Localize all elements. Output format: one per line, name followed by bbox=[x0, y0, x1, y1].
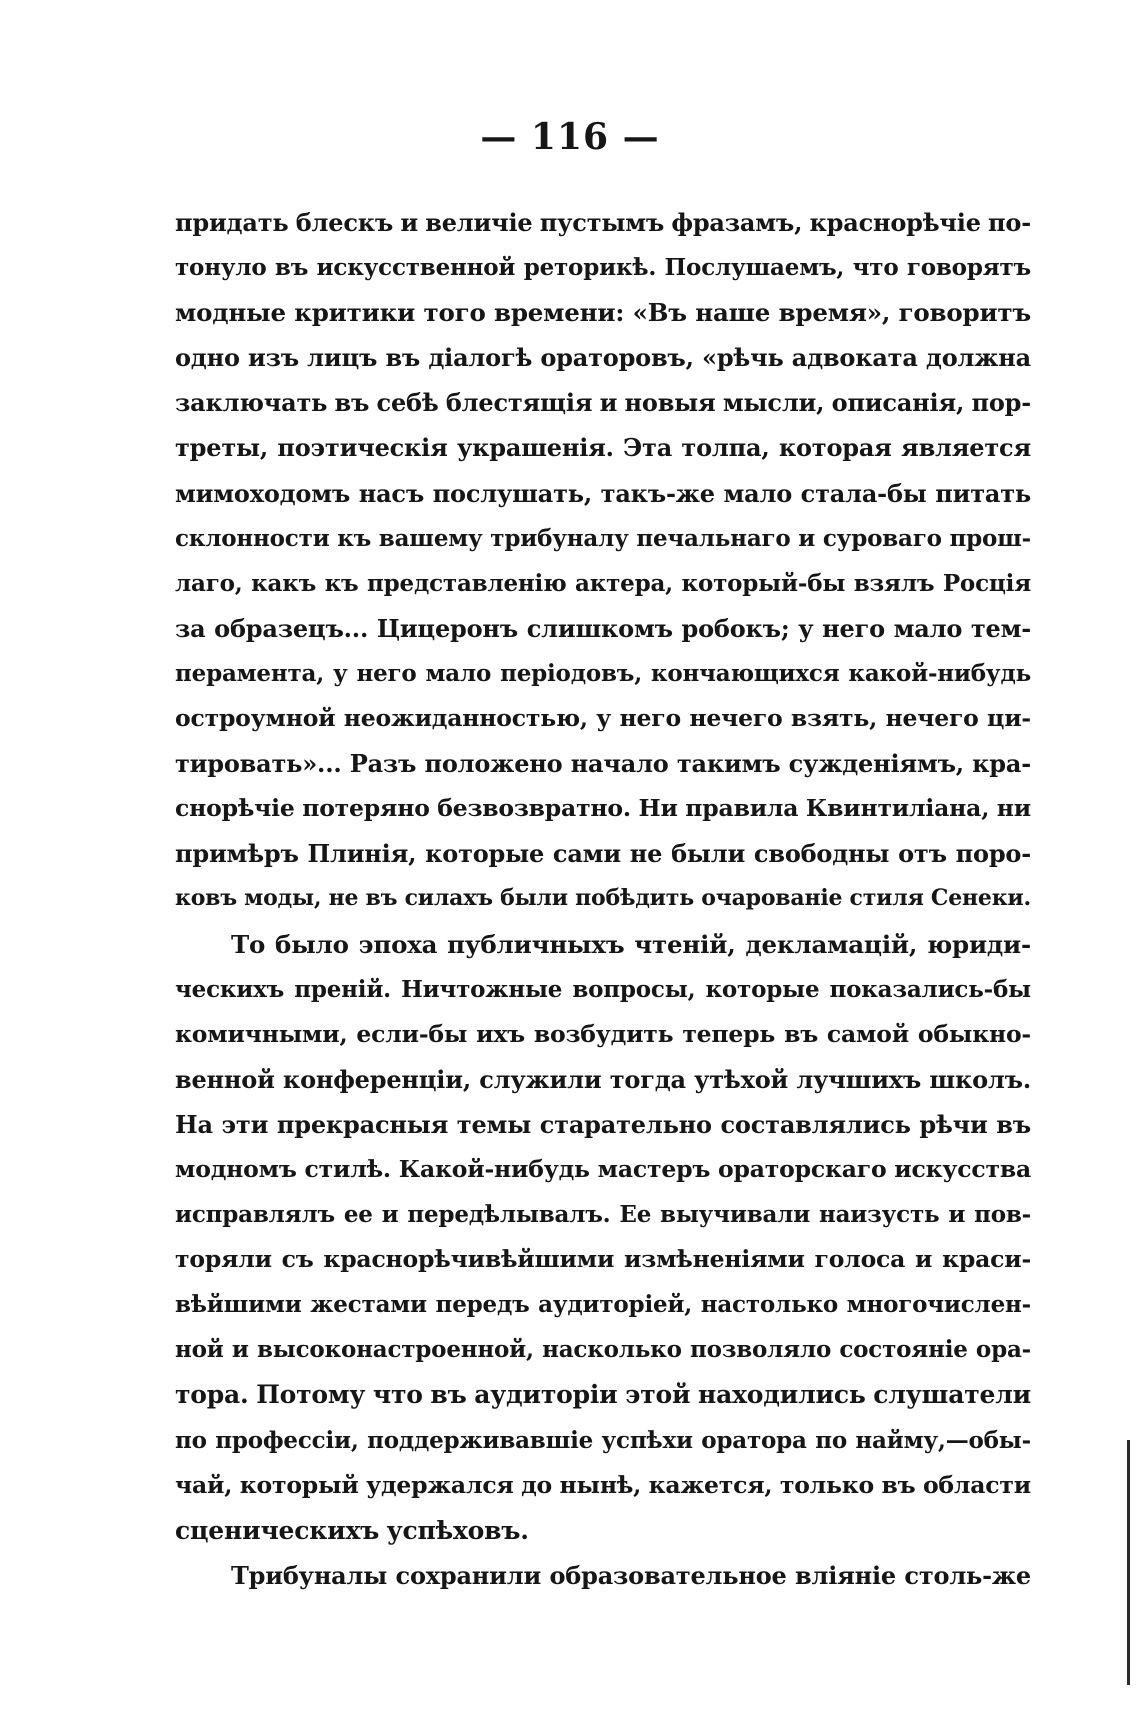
text-line: торяли съ краснорѣчивѣйшими измѣненіями голоса и краси- bbox=[175, 1245, 1031, 1274]
text-line: ковъ моды, не въ силахъ были побѣдить очарованіе стиля Сенеки. bbox=[175, 885, 1031, 912]
paragraph-start-line: Трибуналы сохранили образовательное вліяніе столь-же bbox=[231, 1560, 1031, 1590]
text-line: комичными, если-бы ихъ возбудить теперь въ самой обыкно- bbox=[175, 1019, 1031, 1048]
text-line: ческихъ преній. Ничтожные вопросы, которые показались-бы bbox=[175, 975, 1031, 1003]
text-line: тонуло въ искусственной реторикѣ. Послушаемъ, что говорятъ bbox=[175, 254, 1031, 282]
text-line: модные критики того времени: «Въ наше время», говоритъ bbox=[175, 298, 1031, 328]
text-line: снорѣчіе потеряно безвозвратно. Ни правила Квинтиліана, ни bbox=[175, 794, 1031, 823]
paragraph-start-line: То было эпоха публичныхъ чтеній, декламацій, юриди- bbox=[231, 929, 1031, 959]
text-line: примѣръ Плинія, которые сами не были свободны отъ поро- bbox=[175, 839, 1031, 869]
paragraph-end-line: сценическихъ успѣховъ. bbox=[175, 1515, 529, 1545]
page-number: — 116 — bbox=[480, 116, 660, 158]
text-line: вѣйшими жестами передъ аудиторіей, настолько многочислен- bbox=[175, 1291, 1031, 1319]
text-line: заключать въ себѣ блестящія и новыя мысли, описанія, пор- bbox=[175, 388, 1031, 418]
text-line: одно изъ лицъ въ діалогѣ ораторовъ, «рѣчь адвоката должна bbox=[175, 343, 1031, 373]
text-line: модномъ стилѣ. Какой-нибудь мастеръ ораторскаго искусства bbox=[175, 1154, 1031, 1183]
text-line: остроумной неожиданностью, у него нечего взять, нечего ци- bbox=[175, 704, 1031, 733]
text-line: ной и высоконастроенной, насколько позволяло состояніе ора- bbox=[175, 1336, 1031, 1364]
text-line: за образецъ... Цицеронъ слишкомъ робокъ; у него мало тем- bbox=[175, 613, 1031, 643]
text-line: перамента, у него мало періодовъ, кончающихся какой-нибудь bbox=[175, 659, 1031, 687]
text-line: придать блескъ и величіе пустымъ фразамъ, краснорѣчіе по- bbox=[175, 208, 1031, 237]
text-line: тировать»... Разъ положено начало такимъ сужденіямъ, кра- bbox=[175, 749, 1031, 779]
text-line: треты, поэтическія украшенія. Эта толпа, которая является bbox=[175, 433, 1031, 463]
text-line: чай, который удержался до нынѣ, кажется, только въ области bbox=[175, 1470, 1031, 1499]
scan-edge-shadow bbox=[1127, 1440, 1130, 1685]
text-line: по профессіи, поддерживавшіе успѣхи оратора по найму,—обы- bbox=[175, 1426, 1031, 1454]
text-line: венной конференціи, служили тогда утѣхой лучшихъ школъ. bbox=[175, 1064, 1031, 1094]
text-line: мимоходомъ насъ послушать, такъ-же мало стала-бы питать bbox=[175, 478, 1031, 508]
text-line: тора. Потому что въ аудиторіи этой находились слушатели bbox=[175, 1380, 1031, 1410]
text-line: склонности къ вашему трибуналу печальнаго и суроваго прош- bbox=[175, 524, 1031, 552]
text-line: лаго, какъ къ представленію актера, который-бы взялъ Росція bbox=[175, 569, 1031, 597]
text-line: исправлялъ ее и передѣлывалъ. Ее выучивали наизусть и пов- bbox=[175, 1201, 1031, 1229]
text-line: На эти прекрасныя темы старательно составлялись рѣчи въ bbox=[175, 1109, 1031, 1139]
body-text bbox=[175, 200, 1031, 1598]
